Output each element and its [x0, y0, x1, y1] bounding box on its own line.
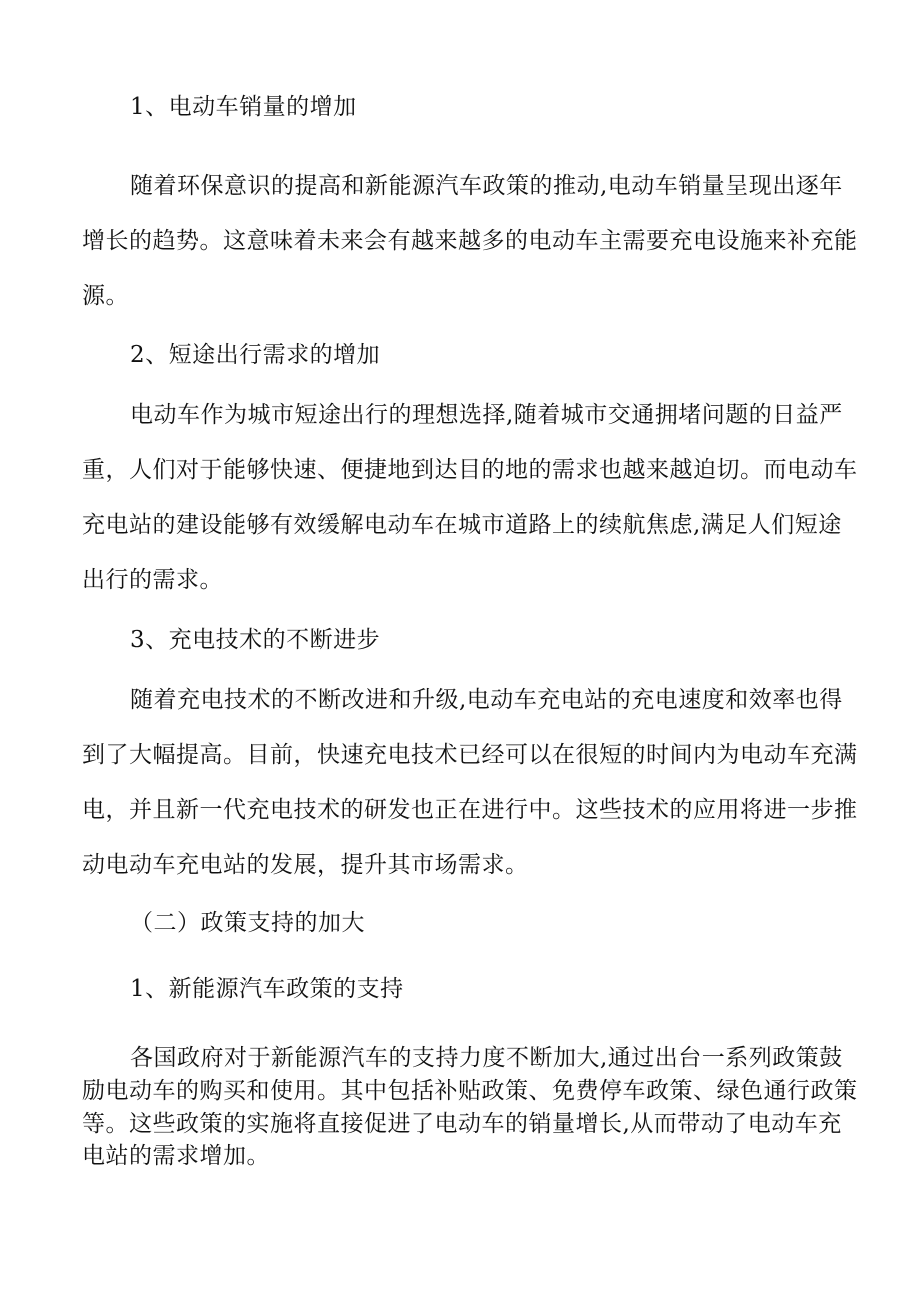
paragraph-line: 等。这些政策的实施将直接促进了电动车的销量增长,从而带动了电动车充: [82, 1111, 842, 1137]
paragraph-line: 充电站的建设能够有效缓解电动车在城市道路上的续航焦虑,满足人们短途: [82, 512, 842, 538]
paragraph-line: 随着环保意识的提高和新能源汽车政策的推动,电动车销量呈现出逐年: [130, 173, 843, 199]
paragraph-line: 各国政府对于新能源汽车的支持力度不断加大,通过出台一系列政策鼓: [130, 1045, 843, 1071]
paragraph-line: 电，并且新一代充电技术的研发也正在进行中。这些技术的应用将进一步推: [82, 797, 858, 823]
subsection-title: （二）政策支持的加大: [130, 910, 365, 936]
section-heading: 3、充电技术的不断进步: [130, 627, 381, 653]
paragraph-line: 出行的需求。: [82, 567, 223, 593]
paragraph-line: 增长的趋势。这意味着未来会有越来越多的电动车主需要充电设施来补充能: [82, 228, 858, 254]
paragraph-line: 源。: [82, 283, 129, 309]
paragraph-line: 动电动车充电站的发展，提升其市场需求。: [82, 852, 529, 878]
paragraph-line: 到了大幅提高。目前，快速充电技术已经可以在很短的时间内为电动车充满: [82, 742, 858, 768]
paragraph-line: 电动车作为城市短途出行的理想选择,随着城市交通拥堵问题的日益严: [130, 402, 843, 428]
section-heading: 1、新能源汽车政策的支持: [130, 976, 404, 1002]
paragraph-line: 励电动车的购买和使用。其中包括补贴政策、免费停车政策、绿色通行政策: [82, 1078, 858, 1104]
paragraph-line: 随着充电技术的不断改进和升级,电动车充电站的充电速度和效率也得: [130, 687, 843, 713]
section-heading: 2、短途出行需求的增加: [130, 342, 381, 368]
paragraph-line: 重，人们对于能够快速、便捷地到达目的地的需求也越来越迫切。而电动车: [82, 457, 858, 483]
section-heading: 1、电动车销量的增加: [130, 94, 357, 120]
paragraph-line: 电站的需求增加。: [82, 1143, 270, 1169]
